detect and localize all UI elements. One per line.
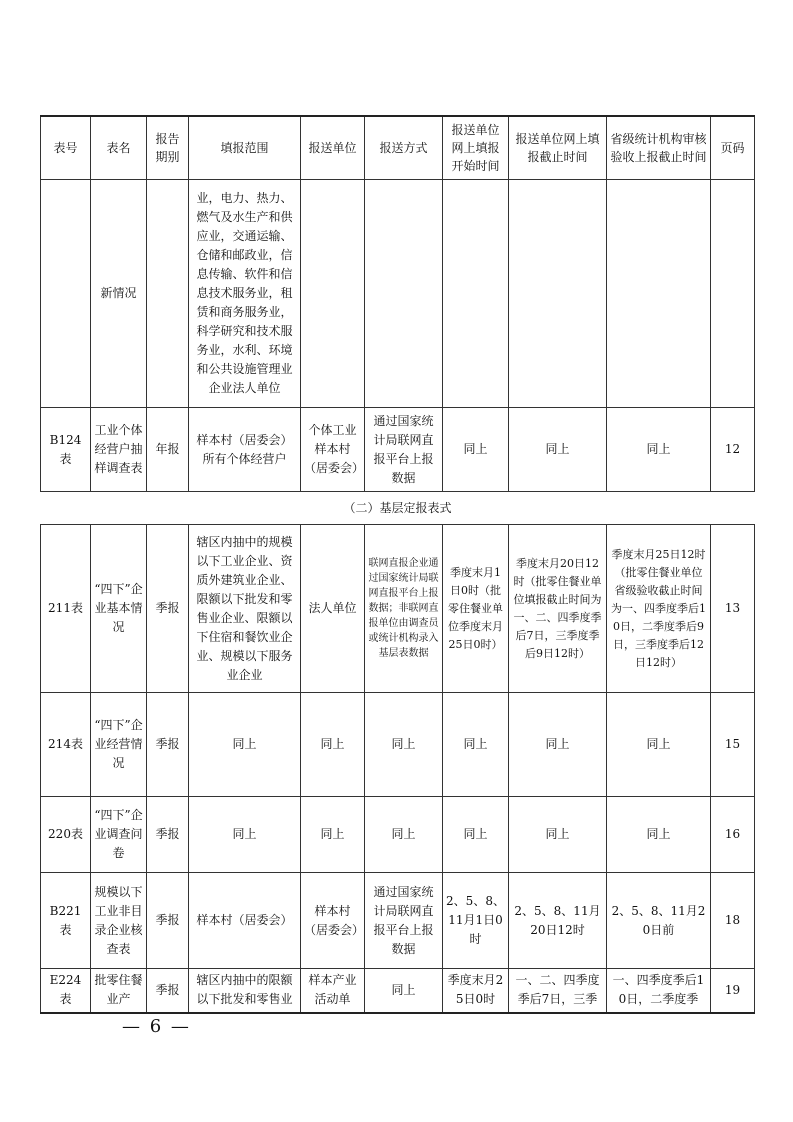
cell-unit: 同上 [301, 797, 365, 873]
cell-code: 214表 [41, 693, 91, 797]
cell-range: 辖区内抽中的限额以下批发和零售业 [189, 969, 301, 1013]
cell-method: 同上 [365, 969, 443, 1013]
table-row [41, 693, 755, 797]
cell-page [711, 180, 755, 408]
cell-start: 同上 [443, 693, 509, 797]
section-row [41, 492, 755, 525]
header-range: 填报范围 [189, 116, 301, 180]
cell-prov [607, 180, 711, 408]
cell-prov: 2、5、8、11月20日前 [607, 873, 711, 969]
cell-end: 2、5、8、11月20日12时 [509, 873, 607, 969]
cell-unit [301, 180, 365, 408]
header-name: 表名 [91, 116, 147, 180]
cell-period: 季报 [147, 969, 189, 1013]
cell-method [365, 180, 443, 408]
cell-period: 季报 [147, 873, 189, 969]
cell-code [41, 180, 91, 408]
cell-unit: 同上 [301, 693, 365, 797]
cell-unit: 样本村（居委会） [301, 873, 365, 969]
header-period: 报告期别 [147, 116, 189, 180]
cell-name: 规模以下工业非目录企业核查表 [91, 873, 147, 969]
cell-prov: 季度末月25日12时（批零住餐业单位省级验收截止时间为一、四季度季后10日，二季度季后9日，三季度季后12日12时） [607, 525, 711, 693]
header-method: 报送方式 [365, 116, 443, 180]
table-header-row [41, 116, 755, 180]
cell-code: B221表 [41, 873, 91, 969]
cell-method: 同上 [365, 797, 443, 873]
header-code: 表号 [41, 116, 91, 180]
cell-end: 同上 [509, 693, 607, 797]
cell-name: 工业个体经营户抽样调查表 [91, 408, 147, 492]
cell-period: 季报 [147, 797, 189, 873]
cell-code: E224表 [41, 969, 91, 1013]
section-heading: （二）基层定报表式 [41, 492, 755, 525]
cell-name: “四下”企业基本情况 [91, 525, 147, 693]
cell-range: 业，电力、热力、燃气及水生产和供应业，交通运输、仓储和邮政业，信息传输、软件和信息技术服务业，租赁和商务服务业，科学研究和技术服务业，水利、环境和公共设施管理业企业法人单位 [189, 180, 301, 408]
cell-name: 新情况 [91, 180, 147, 408]
cell-start: 同上 [443, 408, 509, 492]
cell-end: 同上 [509, 408, 607, 492]
cell-method: 通过国家统计局联网直报平台上报数据 [365, 873, 443, 969]
cell-period: 年报 [147, 408, 189, 492]
report-table [40, 115, 755, 1014]
cell-start [443, 180, 509, 408]
page-number: — 6 — [122, 1016, 191, 1037]
cell-range: 同上 [189, 693, 301, 797]
cell-prov: 同上 [607, 693, 711, 797]
cell-end: 一、二、四季度季后7日，三季 [509, 969, 607, 1013]
cell-method: 同上 [365, 693, 443, 797]
cell-period [147, 180, 189, 408]
table-row [41, 525, 755, 693]
cell-page: 15 [711, 693, 755, 797]
cell-range: 样本村（居委会） [189, 873, 301, 969]
cell-end: 季度末月20日12时（批零住餐业单位填报截止时间为一、二、四季度季后7日，三季度季后9日12时） [509, 525, 607, 693]
cell-unit: 个体工业样本村（居委会） [301, 408, 365, 492]
table-row [41, 969, 755, 1013]
cell-period: 季报 [147, 693, 189, 797]
table-row [41, 408, 755, 492]
cell-name: “四下”企业经营情况 [91, 693, 147, 797]
cell-range: 同上 [189, 797, 301, 873]
header-end: 报送单位网上填报截止时间 [509, 116, 607, 180]
cell-start: 2、5、8、11月1日0时 [443, 873, 509, 969]
cell-start: 同上 [443, 797, 509, 873]
cell-page: 16 [711, 797, 755, 873]
cell-name: 批零住餐业产 [91, 969, 147, 1013]
cell-prov: 同上 [607, 797, 711, 873]
cell-unit: 样本产业活动单 [301, 969, 365, 1013]
cell-page: 19 [711, 969, 755, 1013]
cell-range: 样本村（居委会）所有个体经营户 [189, 408, 301, 492]
cell-code: 220表 [41, 797, 91, 873]
cell-end [509, 180, 607, 408]
cell-start: 季度末月1日0时（批零住餐业单位季度末月25日0时） [443, 525, 509, 693]
table-row [41, 180, 755, 408]
cell-method: 通过国家统计局联网直报平台上报数据 [365, 408, 443, 492]
cell-code: 211表 [41, 525, 91, 693]
table-row [41, 873, 755, 969]
cell-page: 13 [711, 525, 755, 693]
cell-page: 12 [711, 408, 755, 492]
cell-page: 18 [711, 873, 755, 969]
header-start: 报送单位网上填报开始时间 [443, 116, 509, 180]
header-prov: 省级统计机构审核验收上报截止时间 [607, 116, 711, 180]
cell-prov: 同上 [607, 408, 711, 492]
cell-start: 季度末月25日0时 [443, 969, 509, 1013]
header-page: 页码 [711, 116, 755, 180]
cell-prov: 一、四季度季后10日，二季度季 [607, 969, 711, 1013]
cell-method: 联网直报企业通过国家统计局联网直报平台上报数据；非联网直报单位由调查员或统计机构录入基层表数据 [365, 525, 443, 693]
cell-range: 辖区内抽中的规模以下工业企业、资质外建筑业企业、限额以下批发和零售业企业、限额以下住宿和餐饮业企业、规模以下服务业企业 [189, 525, 301, 693]
cell-name: “四下”企业调查问卷 [91, 797, 147, 873]
table-row [41, 797, 755, 873]
cell-unit: 法人单位 [301, 525, 365, 693]
cell-period: 季报 [147, 525, 189, 693]
cell-code: B124表 [41, 408, 91, 492]
header-unit: 报送单位 [301, 116, 365, 180]
cell-end: 同上 [509, 797, 607, 873]
